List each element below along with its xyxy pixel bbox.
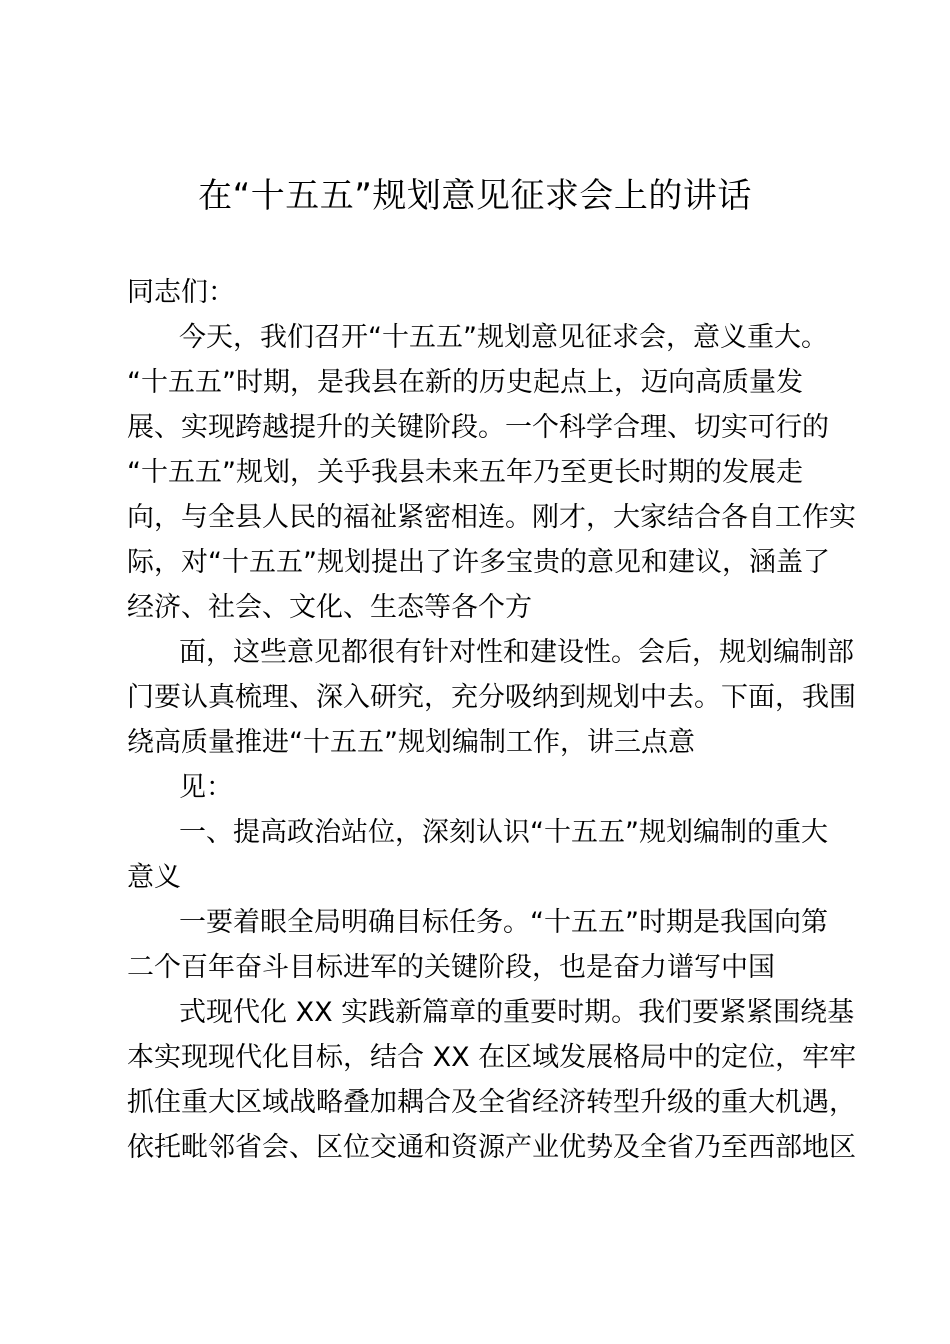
document-title: 在“十五五”规划意见征求会上的讲话 bbox=[198, 176, 752, 216]
section-heading-line: 意义 bbox=[127, 862, 181, 893]
paragraph-line: 面，这些意见都很有针对性和建设性。会后，规划编制部 bbox=[179, 637, 854, 668]
section-heading-line: 一、提高政治站位，深刻认识“十五五”规划编制的重大 bbox=[179, 817, 828, 848]
paragraph-line: 展、实现跨越提升的关键阶段。一个科学合理、切实可行的 bbox=[127, 412, 829, 443]
paragraph-line: “十五五”时期，是我县在新的历史起点上，迈向高质量发 bbox=[127, 367, 803, 398]
paragraph-line: 抓住重大区域战略叠加耦合及全省经济转型升级的重大机遇， bbox=[127, 1087, 856, 1118]
paragraph-line: 见： bbox=[179, 772, 233, 803]
paragraph-line: 向，与全县人民的福祉紧密相连。刚才，大家结合各自工作实 bbox=[127, 502, 856, 533]
paragraph-line: 本实现现代化目标，结合 XX 在区域发展格局中的定位，牢牢 bbox=[127, 1042, 857, 1073]
document-body bbox=[127, 270, 857, 1170]
paragraph-line: 门要认真梳理、深入研究，充分吸纳到规划中去。下面，我围 bbox=[127, 682, 856, 713]
paragraph-line: 绕高质量推进“十五五”规划编制工作，讲三点意 bbox=[127, 727, 695, 758]
salutation: 同志们： bbox=[127, 277, 235, 308]
paragraph-line: 一要着眼全局明确目标任务。“十五五”时期是我国向第 bbox=[179, 907, 828, 938]
paragraph-line: 二个百年奋斗目标进军的关键阶段，也是奋力谱写中国 bbox=[127, 952, 775, 983]
paragraph-line: 经济、社会、文化、生态等各个方 bbox=[127, 592, 532, 623]
paragraph-line: 式现代化 XX 实践新篇章的重要时期。我们要紧紧围绕基 bbox=[179, 997, 855, 1028]
paragraph-line: 际，对“十五五”规划提出了许多宝贵的意见和建议，涵盖了 bbox=[127, 547, 830, 578]
paragraph-line: 依托毗邻省会、区位交通和资源产业优势及全省乃至西部地区 bbox=[127, 1132, 856, 1163]
paragraph-line: “十五五”规划，关乎我县未来五年乃至更长时期的发展走 bbox=[127, 457, 803, 488]
paragraph-line: 今天，我们召开“十五五”规划意见征求会，意义重大。 bbox=[179, 322, 828, 353]
